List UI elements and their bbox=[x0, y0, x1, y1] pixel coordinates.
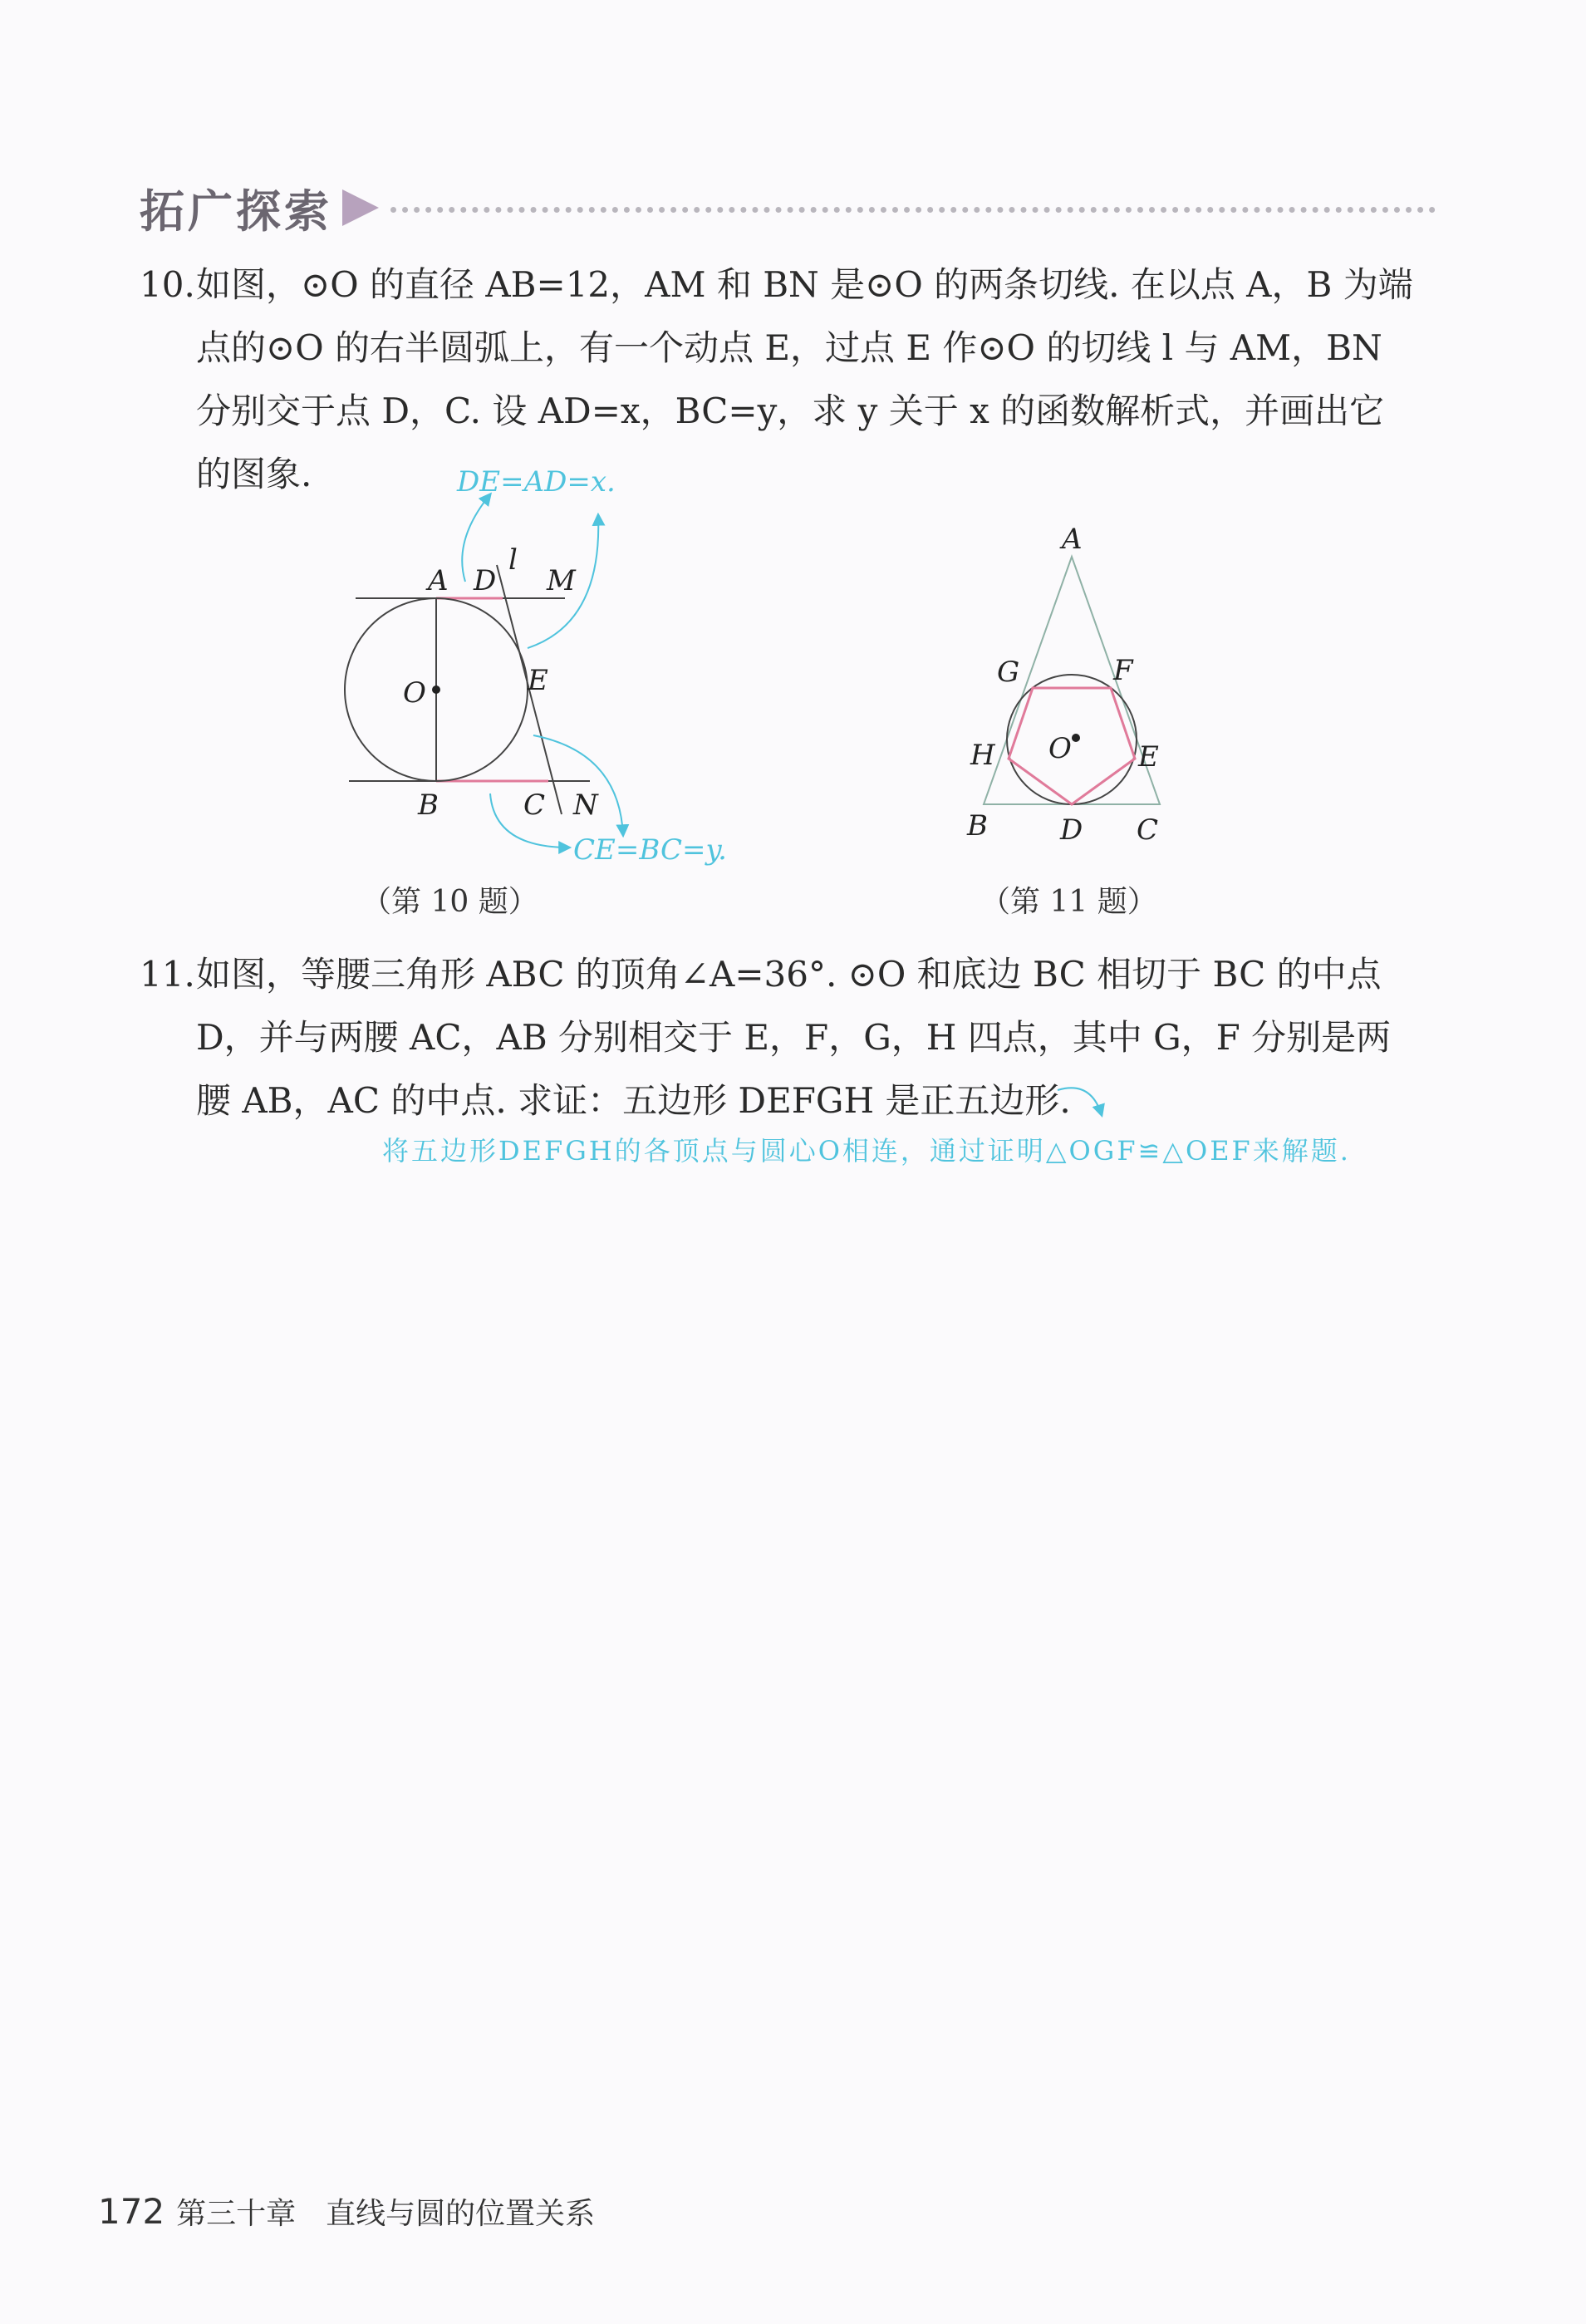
label-o: O bbox=[1048, 732, 1072, 765]
page-footer bbox=[98, 2190, 595, 2233]
label-d: D bbox=[474, 564, 497, 597]
center-point bbox=[1072, 734, 1080, 742]
problem-text: 的图象. bbox=[196, 454, 312, 494]
label-n: N bbox=[573, 789, 598, 822]
figure-10-diagram bbox=[316, 449, 748, 881]
triangle-arrow-icon bbox=[342, 189, 379, 226]
label-c: C bbox=[1137, 813, 1159, 847]
problem-text: 如图，⊙O 的直径 AB=12，AM 和 BN 是⊙O 的两条切线. 在以点 A，B 为端 bbox=[196, 264, 1413, 305]
label-o: O bbox=[403, 676, 426, 710]
problem-text: 如图，等腰三角形 ABC 的顶角∠A=36°. ⊙O 和底边 BC 相切于 BC 的中点 bbox=[196, 954, 1382, 995]
page-number: 172 bbox=[98, 2191, 165, 2232]
problem-number: 11. bbox=[140, 954, 195, 995]
hint-problem-11: 将五边形DEFGH的各顶点与圆心O相连，通过证明△OGF≌△OEF来解题. bbox=[382, 1135, 1351, 1167]
circle-o bbox=[1007, 675, 1137, 804]
label-c: C bbox=[523, 789, 546, 822]
problem-text: D，并与两腰 AC，AB 分别相交于 E，F，G，H 四点，其中 G，F 分别是两 bbox=[196, 1017, 1392, 1058]
hint-de-ad: DE=AD=x. bbox=[457, 465, 616, 499]
label-h: H bbox=[970, 739, 995, 772]
figure-11-caption: （第 11 题） bbox=[980, 885, 1157, 919]
label-b: B bbox=[967, 809, 988, 843]
label-g: G bbox=[997, 656, 1020, 689]
label-l: l bbox=[508, 543, 518, 577]
label-f: F bbox=[1113, 654, 1133, 687]
figure-10-caption: （第 10 题） bbox=[361, 885, 538, 919]
center-point bbox=[432, 685, 440, 694]
label-d: D bbox=[1060, 813, 1083, 847]
label-a: A bbox=[428, 564, 449, 597]
label-m: M bbox=[547, 564, 576, 597]
problem-11 bbox=[140, 943, 1436, 1133]
figure-11-diagram bbox=[947, 515, 1196, 856]
problem-text: 分别交于点 D，C. 设 AD=x，BC=y，求 y 关于 x 的函数解析式，并画出它 bbox=[196, 391, 1385, 431]
problem-number: 10. bbox=[140, 264, 195, 305]
problem-text: 腰 AB，AC 的中点. 求证：五边形 DEFGH 是正五边形. bbox=[196, 1080, 1071, 1121]
label-b: B bbox=[418, 789, 439, 822]
section-title: 拓广探索 bbox=[140, 184, 332, 238]
label-e: E bbox=[1138, 740, 1159, 774]
dotted-divider bbox=[390, 207, 1436, 213]
label-a: A bbox=[1062, 523, 1083, 556]
chapter-title: 第三十章 直线与圆的位置关系 bbox=[176, 2197, 596, 2231]
hint-ce-bc: CE=BC=y. bbox=[573, 833, 727, 867]
section-header bbox=[140, 174, 1436, 241]
problem-text: 点的⊙O 的右半圆弧上，有一个动点 E，过点 E 作⊙O 的切线 l 与 AM，BN bbox=[196, 327, 1382, 368]
hint-arrow-11 bbox=[1053, 1080, 1120, 1130]
label-e: E bbox=[528, 664, 548, 697]
